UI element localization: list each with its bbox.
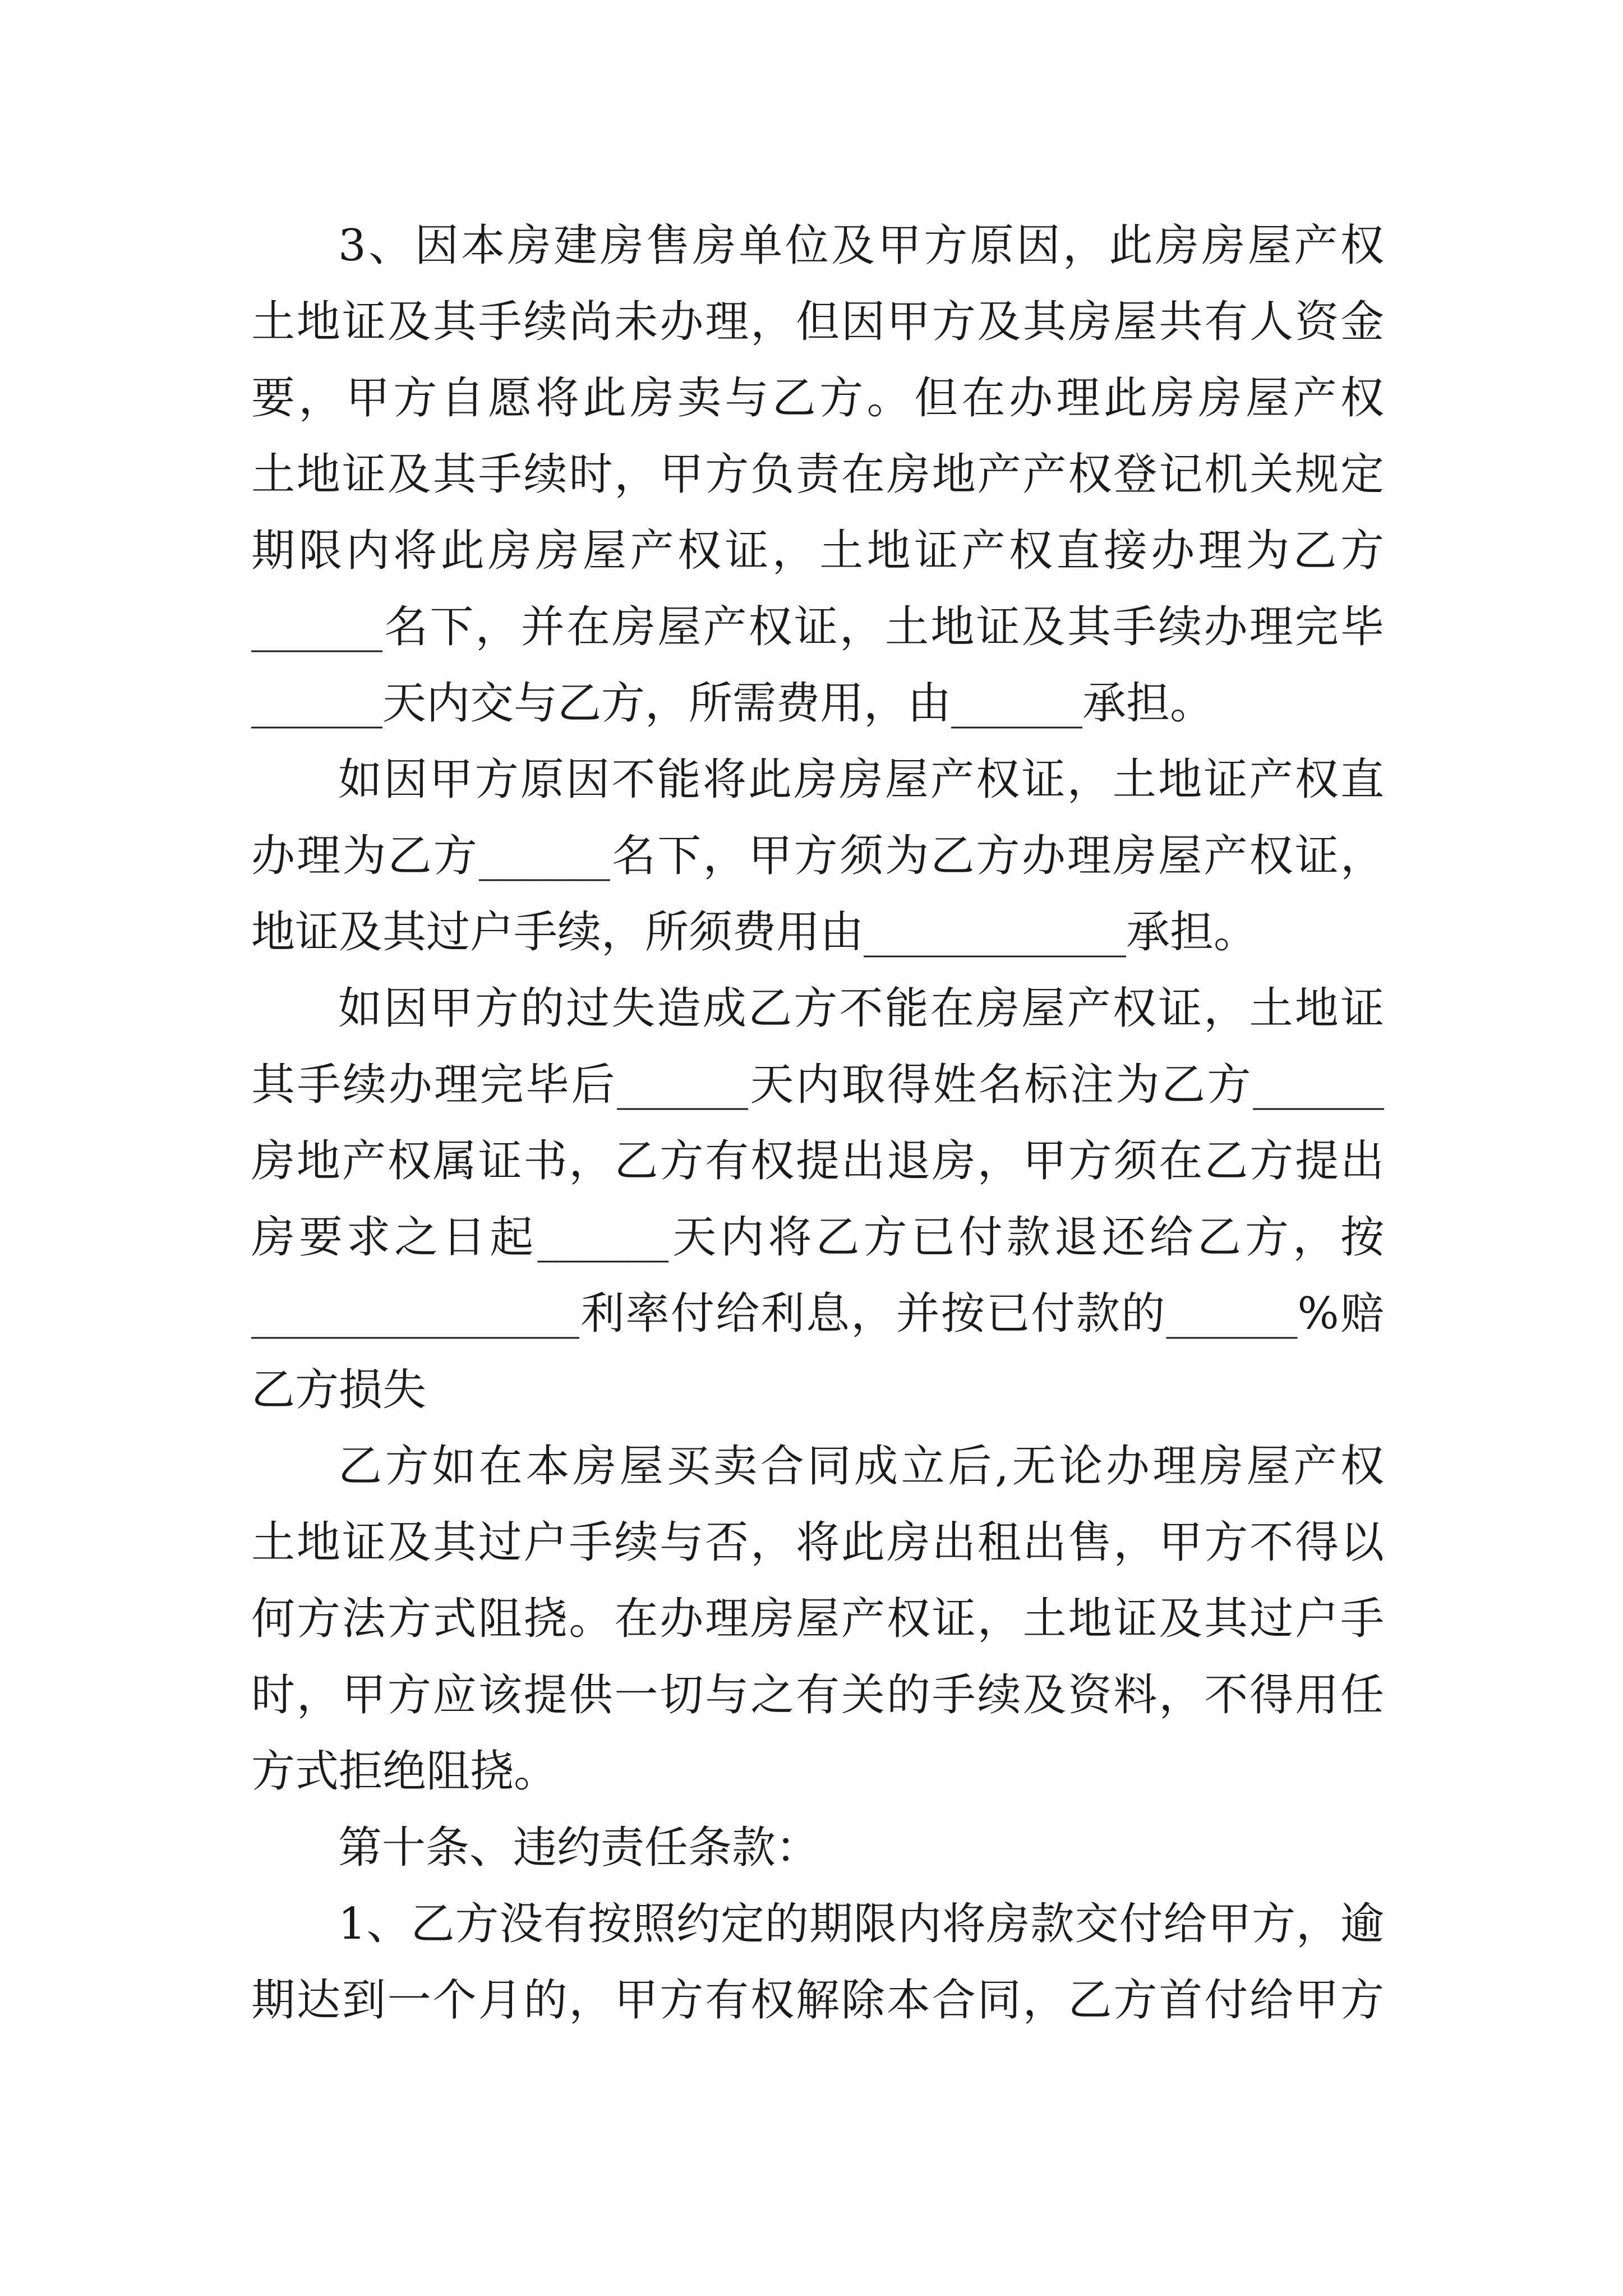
text-line: 要，甲方自愿将此房卖与乙方。但在办理此房房屋产权: [251, 373, 1384, 424]
text-line: 房要求之日起______天内将乙方已付款退还给乙方，按: [251, 1212, 1384, 1263]
text-line: 时，甲方应该提供一切与之有关的手续及资料，不得用任: [251, 1670, 1384, 1720]
text-line: _______________利率付给利息，并按已付款的______%赔: [251, 1289, 1384, 1339]
text-line: 乙方如在本房屋买卖合同成立后,无论办理房屋产权: [338, 1441, 1384, 1492]
text-line: 如因甲方的过失造成乙方不能在房屋产权证，土地证: [338, 983, 1384, 1034]
text-line: 期达到一个月的，甲方有权解除本合同，乙方首付给甲方: [251, 1975, 1384, 2026]
text-line: 其手续办理完毕后______天内取得姓名标注为乙方______: [251, 1060, 1384, 1110]
text-line: 乙方损失: [251, 1365, 427, 1415]
text-line: 地证及其过户手续，所须费用由____________承担。: [251, 907, 1258, 958]
text-line: 1、乙方没有按照约定的期限内将房款交付给甲方，逾: [338, 1899, 1384, 1949]
text-line: 期限内将此房房屋产权证，土地证产权直接办理为乙方: [251, 526, 1384, 576]
text-line: 土地证及其手续时，甲方负责在房地产产权登记机关规定: [251, 449, 1384, 500]
text-line: 第十条、违约责任条款：: [338, 1823, 820, 1873]
text-line: 何方法方式阻挠。在办理房屋产权证，土地证及其过户手: [251, 1594, 1384, 1644]
text-line: 如因甲方原因不能将此房房屋产权证，土地证产权直: [338, 754, 1384, 805]
text-line: ______名下，并在房屋产权证，土地证及其手续办理完毕: [251, 602, 1384, 652]
text-line: 土地证及其过户手续与否，将此房出租出售，甲方不得以: [251, 1517, 1384, 1568]
text-line: 3、因本房建房售房单位及甲方原因，此房房屋产权: [338, 220, 1384, 271]
text-line: 土地证及其手续尚未办理，但因甲方及其房屋共有人资金: [251, 297, 1384, 347]
text-line: 方式拒绝阻挠。: [251, 1746, 558, 1797]
text-line: 办理为乙方______名下，甲方须为乙方办理房屋产权证，: [251, 831, 1384, 881]
text-line: 房地产权属证书，乙方有权提出退房，甲方须在乙方提出: [251, 1136, 1384, 1186]
text-line: ______天内交与乙方，所需费用，由______承担。: [251, 678, 1214, 729]
